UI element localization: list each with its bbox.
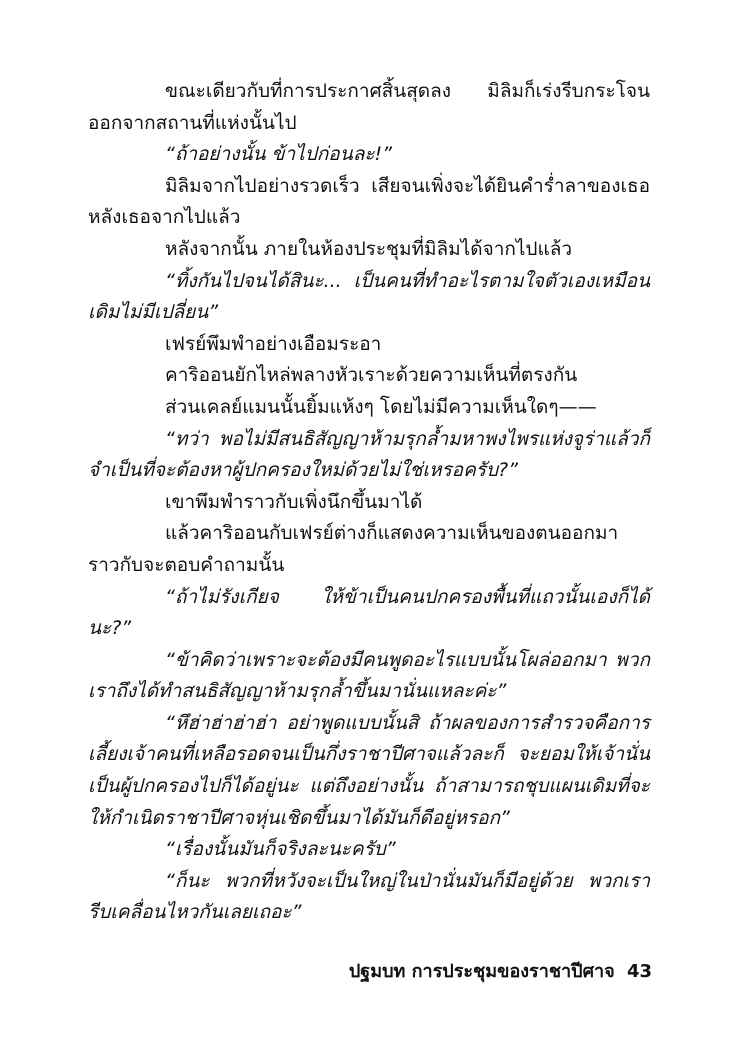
dialogue-line: “ข้าคิดว่าเพราะจะต้องมีคนพูดอะไรแบบนั้นโผล่ออกมา พวกเราถึงได้ทำสนธิสัญญาห้ามรุกล้ำขึ้นมานั่นแหละค่ะ” bbox=[88, 648, 650, 703]
paragraph: คาริออนยักไหล่พลางหัวเราะด้วยความเห็นที่ตรงกัน bbox=[165, 364, 578, 387]
paragraph: ส่วนเคลย์แมนนั้นยิ้มแห้งๆ โดยไม่มีความเห็นใดๆ—— bbox=[165, 395, 597, 418]
chapter-title: ปฐมบท การประชุมของราชาปีศาจ bbox=[348, 961, 615, 982]
paragraph: เขาพึมพำราวกับเพิ่งนึกขึ้นมาได้ bbox=[165, 490, 423, 513]
page-footer bbox=[88, 958, 652, 986]
dialogue-line: “เรื่องนั้นมันก็จริงละนะครับ” bbox=[165, 838, 396, 861]
paragraph: ขณะเดียวกับที่การประกาศสิ้นสุดลง มิลิมก็เร่งรีบกระโจนออกจากสถานที่แห่งนั้นไป bbox=[88, 80, 650, 134]
dialogue-line: “หึฮ่าฮ่าฮ่าฮ่า อย่าพูดแบบนั้นสิ ถ้าผลของการสำรวจคือการเลี้ยงเจ้าคนที่เหลือรอดจนเป็นกึ่งราชาปีศาจแล้วละก็ จะยอมให้เจ้านั่นเป็นผู้ปกครองไปก็ได้อยู่นะ แต่ถึงอย่างนั้น ถ้าสามารถชุบแผนเดิมที่จะให้กำเนิดราชาปีศาจหุ่นเชิดขึ้นมาได้มันก็ดีอยู่หรอก” bbox=[88, 711, 650, 829]
page-number: 43 bbox=[626, 961, 652, 982]
page-body bbox=[88, 76, 650, 929]
paragraph: หลังจากนั้น ภายในห้องประชุมที่มิลิมได้จากไปแล้ว bbox=[165, 237, 573, 260]
dialogue-line: “ทว่า พอไม่มีสนธิสัญญาห้ามรุกล้ำมหาพงไพรแห่งจูร่าแล้วก็จำเป็นที่จะต้องหาผู้ปกครองใหม่ด้วยไม่ใช่เหรอครับ?” bbox=[88, 427, 650, 482]
dialogue-line: “ถ้าไม่รังเกียจ ให้ข้าเป็นคนปกครองพื้นที่แถวนั้นเองก็ได้นะ?” bbox=[88, 585, 650, 640]
paragraph: เฟรย์พึมพำอย่างเอือมระอา bbox=[165, 332, 382, 355]
dialogue-line: “ถ้าอย่างนั้น ข้าไปก่อนละ!” bbox=[165, 143, 393, 166]
dialogue-line: “ก็นะ พวกที่หวังจะเป็นใหญ่ในป่านั่นมันก็มีอยู่ด้วย พวกเรารีบเคลื่อนไหวกันเลยเถอะ” bbox=[88, 869, 650, 924]
paragraph: แล้วคาริออนกับเฟรย์ต่างก็แสดงความเห็นของตนออกมาราวกับจะตอบคำถามนั้น bbox=[88, 522, 619, 576]
paragraph: มิลิมจากไปอย่างรวดเร็ว เสียจนเพิ่งจะได้ยินคำร่ำลาของเธอหลังเธอจากไปแล้ว bbox=[88, 174, 650, 229]
dialogue-line: “ทิ้งกันไปจนได้สินะ... เป็นคนที่ทำอะไรตามใจตัวเองเหมือนเดิมไม่มีเปลี่ยน” bbox=[88, 269, 650, 324]
